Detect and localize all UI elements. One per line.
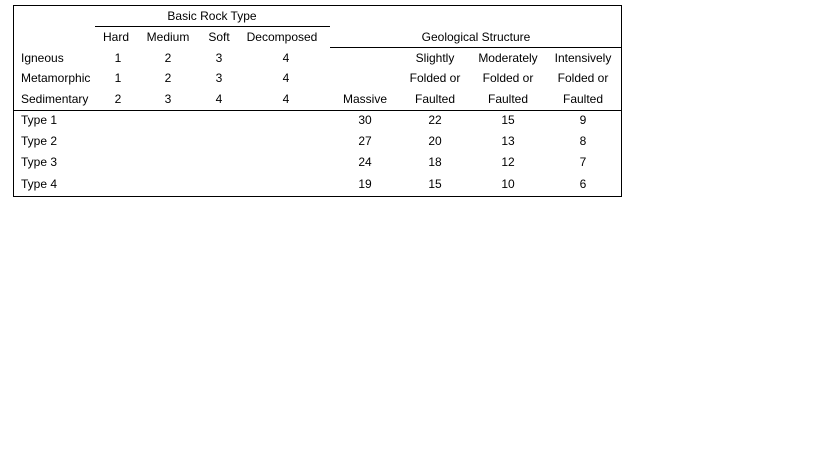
cell: 24 — [358, 155, 372, 169]
header-separator — [14, 110, 621, 111]
row-sedimentary-label: Sedimentary — [21, 92, 89, 106]
cell: 4 — [282, 92, 290, 106]
cell: 20 — [428, 134, 442, 148]
cell: 3 — [215, 71, 223, 85]
cell: 22 — [428, 113, 442, 127]
cell: 6 — [579, 177, 587, 191]
col-moderately-line1: Moderately — [478, 51, 538, 65]
cell: 3 — [215, 51, 223, 65]
col-slightly-line3: Faulted — [414, 92, 456, 106]
row-igneous-label: Igneous — [21, 51, 64, 65]
rock-type-underline — [95, 26, 330, 27]
cell: 2 — [164, 71, 172, 85]
cell: 8 — [579, 134, 587, 148]
cell: 7 — [579, 155, 587, 169]
col-decomposed: Decomposed — [246, 30, 318, 44]
cell: 30 — [358, 113, 372, 127]
structure-underline — [330, 47, 621, 48]
cell: 18 — [428, 155, 442, 169]
cell: 13 — [501, 134, 515, 148]
col-moderately-line3: Faulted — [487, 92, 529, 106]
col-medium: Medium — [146, 30, 190, 44]
cell: 2 — [114, 92, 122, 106]
cell: 4 — [282, 71, 290, 85]
structure-header: Geological Structure — [421, 30, 531, 44]
row-type3-label: Type 3 — [21, 155, 58, 169]
row-type2-label: Type 2 — [21, 134, 58, 148]
col-slightly-line1: Slightly — [415, 51, 455, 65]
cell: 12 — [501, 155, 515, 169]
row-metamorphic-label: Metamorphic — [21, 71, 91, 85]
col-soft: Soft — [208, 30, 230, 44]
col-slightly-line2: Folded or — [409, 71, 461, 85]
cell: 27 — [358, 134, 372, 148]
col-intensively-line1: Intensively — [554, 51, 612, 65]
cell: 15 — [428, 177, 442, 191]
col-moderately-line2: Folded or — [482, 71, 534, 85]
col-intensively-line2: Folded or — [557, 71, 609, 85]
cell: 2 — [164, 51, 172, 65]
cell: 1 — [114, 71, 122, 85]
col-massive: Massive — [342, 92, 388, 106]
col-intensively-line3: Faulted — [562, 92, 604, 106]
cell: 3 — [164, 92, 172, 106]
cell: 4 — [215, 92, 223, 106]
rock-type-header: Basic Rock Type — [167, 9, 257, 23]
cell: 9 — [579, 113, 587, 127]
col-hard: Hard — [102, 30, 130, 44]
row-type4-label: Type 4 — [21, 177, 58, 191]
row-type1-label: Type 1 — [21, 113, 58, 127]
cell: 10 — [501, 177, 515, 191]
cell: 1 — [114, 51, 122, 65]
cell: 4 — [282, 51, 290, 65]
cell: 19 — [358, 177, 372, 191]
cell: 15 — [501, 113, 515, 127]
